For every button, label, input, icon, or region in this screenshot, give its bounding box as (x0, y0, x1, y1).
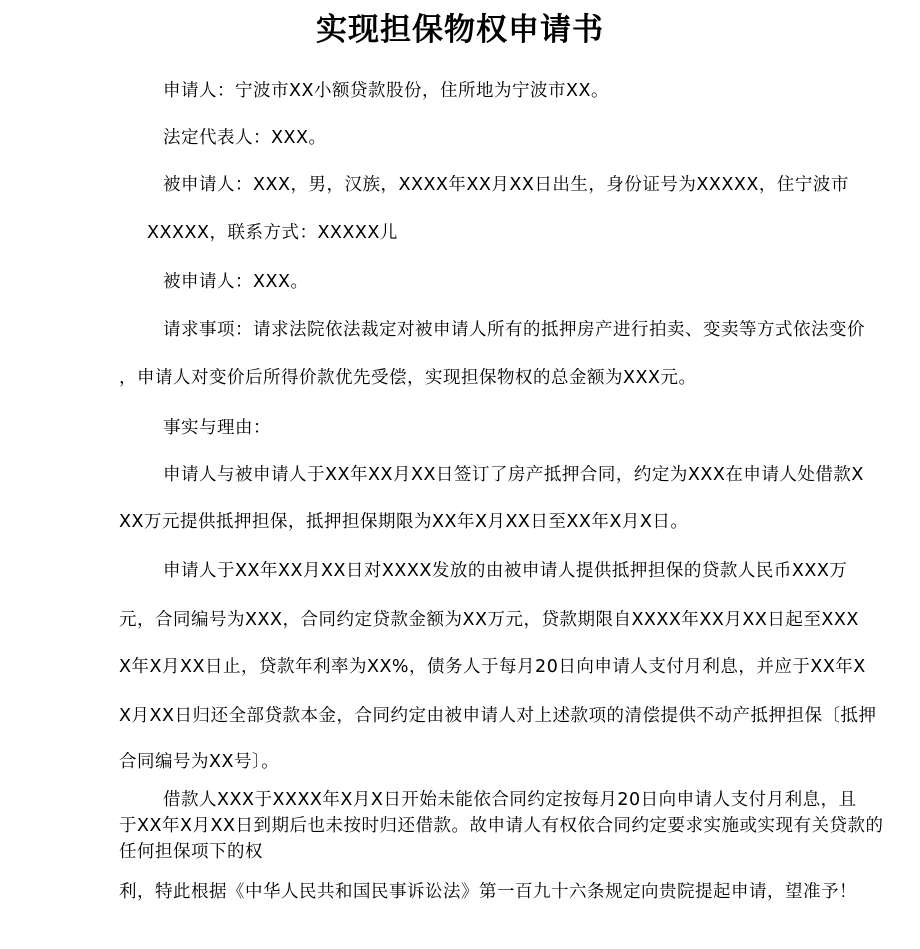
document-line-respondent-2: 被申请人：XXX。 (163, 272, 309, 292)
document-line-respondent-1a: 被申请人：XXX，男，汉族，XXXX年XX月XX日出生，身份证号为XXXXX，住宁波市 (163, 175, 849, 195)
document-line-default-b: 于XX年X月XX日到期后也未按时归还借款。故申请人有权依合同约定要求实施或实现有关贷款的 (119, 816, 884, 836)
document-line-default-a: 借款人XXX于XXXX年X月X日开始未能依合同约定按每月20日向申请人支付月利息，且 (163, 790, 857, 810)
document-line-facts-2b: 元，合同编号为XXX，合同约定贷款金额为XX万元，贷款期限自XXXX年XX月XX日起至XXX (119, 610, 859, 630)
document-line-facts-2e: 合同编号为XX号〕。 (119, 752, 280, 772)
document-line-facts-1b: XX万元提供抵押担保，抵押担保期限为XX年X月XX日至XX年X月X日。 (119, 512, 689, 532)
document-line-facts-2a: 申请人于XX年XX月XX日对XXXX发放的由被申请人提供抵押担保的贷款人民币XXX万 (163, 561, 848, 581)
document-line-applicant: 申请人：宁波市XX小额贷款股份，住所地为宁波市XX。 (163, 81, 609, 101)
document-line-facts-1a: 申请人与被申请人于XX年XX月XX日签订了房产抵押合同，约定为XXX在申请人处借款X (163, 465, 864, 485)
document-line-respondent-1b: XXXXX，联系方式：XXXXX儿 (147, 223, 398, 243)
document-line-request-a: 请求事项：请求法院依法裁定对被申请人所有的抵押房产进行拍卖、变卖等方式依法变价 (163, 320, 865, 340)
document-line-request-b: ，申请人对变价后所得价款优先受偿，实现担保物权的总金额为XXX元。 (119, 368, 697, 388)
document-line-default-c: 任何担保项下的权 (119, 842, 263, 862)
document-line-legal-rep: 法定代表人：XXX。 (163, 128, 327, 148)
document-line-facts-2d: X月XX日归还全部贷款本金，合同约定由被申请人对上述款项的清偿提供不动产抵押担保〔抵押 (119, 706, 877, 726)
document-line-facts-2c: X年X月XX日止，贷款年利率为XX%，债务人于每月20日向申请人支付月利息，并应于XX年X (119, 657, 866, 677)
document-title: 实现担保物权申请书 (316, 12, 604, 48)
document-line-facts-heading: 事实与理由： (163, 418, 271, 438)
document-line-closing: 利，特此根据《中华人民共和国民事诉讼法》第一百九十六条规定向贵院提起申请，望准予！ (119, 882, 857, 902)
